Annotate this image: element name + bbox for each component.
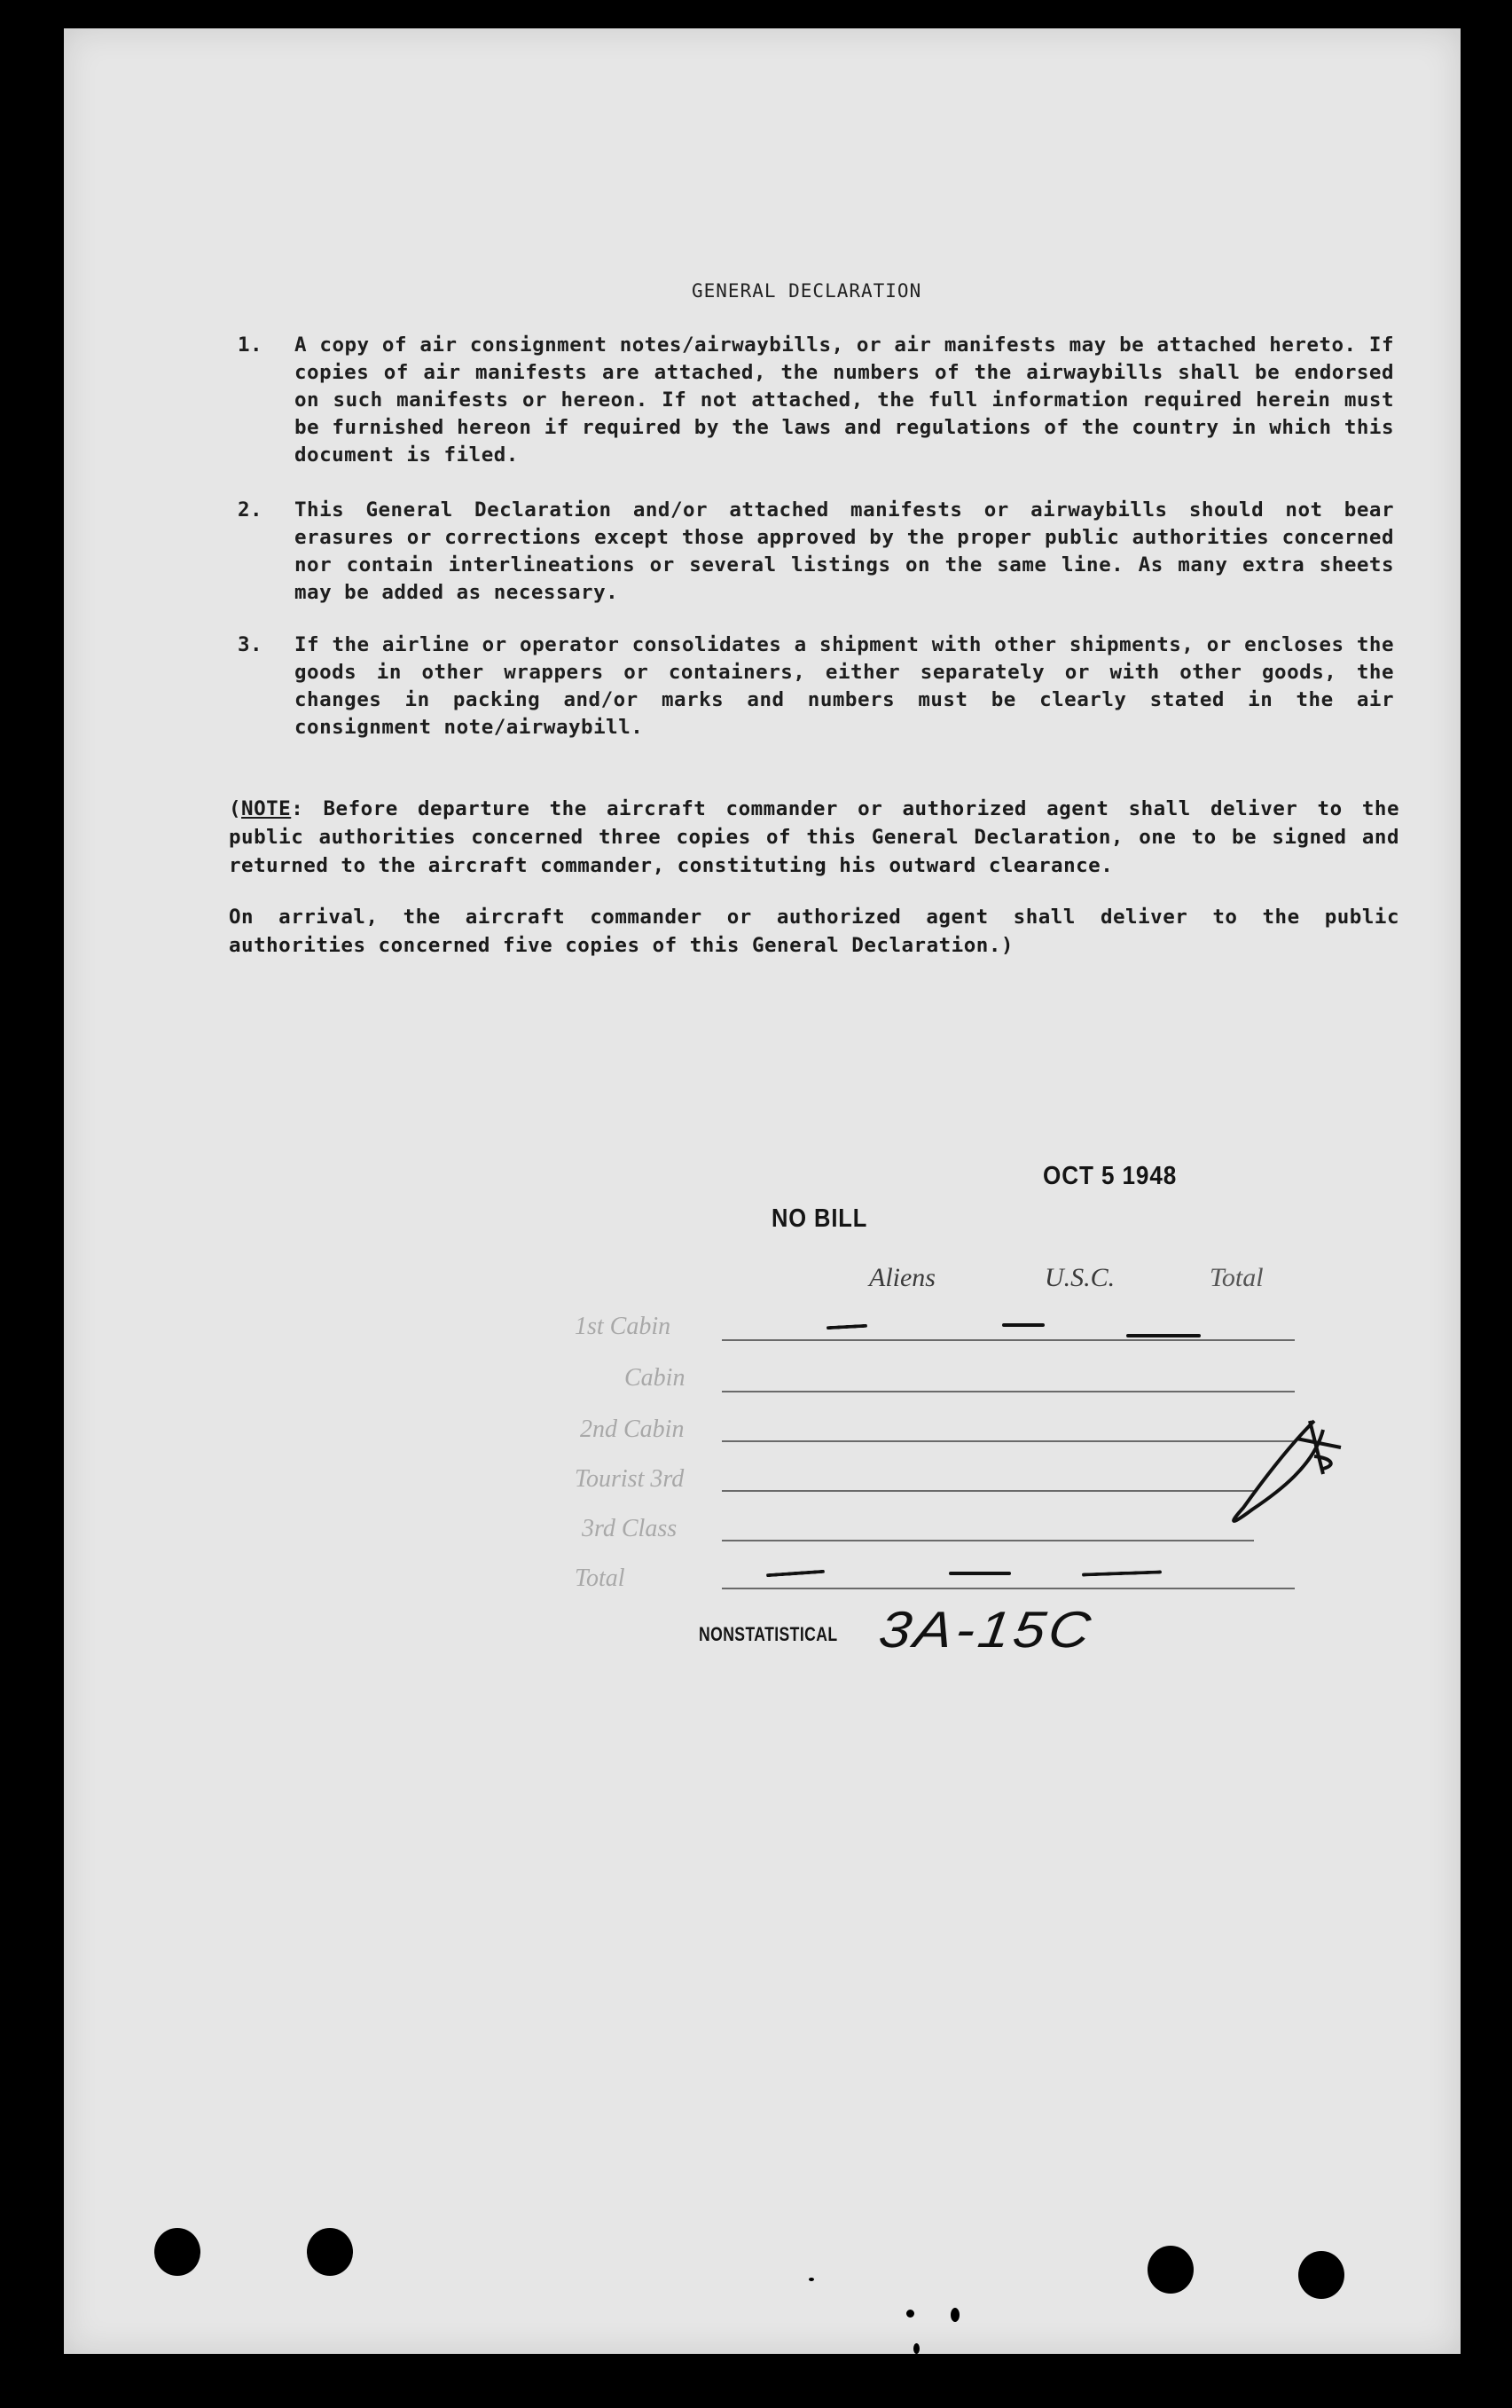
row-label-total: Total <box>575 1565 625 1592</box>
speck <box>906 2310 914 2318</box>
punch-hole <box>154 2228 200 2276</box>
document-page <box>64 28 1461 2354</box>
row-label-1st-cabin: 1st Cabin <box>575 1313 671 1340</box>
row-rule <box>722 1540 1254 1541</box>
row-label-2nd-cabin: 2nd Cabin <box>580 1416 685 1443</box>
punch-hole <box>1148 2246 1194 2294</box>
speck <box>809 2278 814 2281</box>
dash-mark <box>1126 1334 1201 1337</box>
row-rule <box>722 1588 1295 1589</box>
row-rule <box>722 1339 1295 1341</box>
nonstatistical-stamp: NONSTATISTICAL <box>699 1623 838 1645</box>
handwritten-code: 3A-15C <box>875 1600 1098 1659</box>
dash-mark <box>827 1324 867 1329</box>
column-header-total: Total <box>1210 1263 1264 1292</box>
date-stamp: OCT 5 1948 <box>1043 1162 1178 1190</box>
note-open-paren: ( <box>229 797 242 820</box>
item-text: A copy of air consignment notes/airwaybills, or air manifests may be attached hereto. If copies of air manifests are attached, the numbers of the airwaybills shall be endorsed on such manifests or hereon. If not attached, the full information required herein must be furnished hereon if required by the laws and regulations of the country in which this document is filed. <box>294 333 1394 467</box>
row-label-3rd-class: 3rd Class <box>582 1515 678 1542</box>
item-number: 1. <box>238 333 263 357</box>
dash-mark <box>1002 1323 1045 1327</box>
speck <box>951 2308 960 2322</box>
row-label-tourist-3rd: Tourist 3rd <box>575 1465 685 1493</box>
dash-mark <box>1082 1570 1162 1576</box>
column-header-usc: U.S.C. <box>1045 1263 1116 1292</box>
speck <box>913 2343 920 2354</box>
initials-scribble <box>1190 1394 1350 1536</box>
note-arrival: On arrival, the aircraft commander or authorized agent shall deliver to the public authorities concerned five copies of this General Declaration.) <box>229 906 1399 957</box>
punch-hole <box>1298 2251 1344 2299</box>
row-rule <box>722 1490 1254 1492</box>
row-rule <box>722 1391 1295 1392</box>
item-text: This General Declaration and/or attached manifests or airwaybills should not bear erasures or corrections except those approved by the proper public authorities concerned nor contain interlineations or several listings on the same line. As many extra sheets may be added as necessary. <box>294 498 1394 604</box>
dash-mark <box>766 1570 825 1578</box>
dash-mark <box>949 1572 1011 1575</box>
note-keyword: NOTE <box>241 797 292 820</box>
document-title: GENERAL DECLARATION <box>692 280 922 302</box>
note-departure <box>229 795 1399 880</box>
note-departure-text: : Before departure the aircraft commander or authorized agent shall deliver to the public authorities concerned three copies of this General Declaration, one to be signed and returned to the aircraft commander, constituting his outward clearance. <box>229 797 1399 877</box>
punch-hole <box>307 2228 353 2276</box>
item-number: 2. <box>238 498 263 522</box>
row-label-cabin: Cabin <box>624 1364 685 1392</box>
item-text: If the airline or operator consolidates a shipment with other shipments, or encloses the goods in other wrappers or containers, either separately or with other goods, the changes in packing and/or marks and numbers must be clearly stated in the air consignment note/airwaybill. <box>294 633 1394 739</box>
column-header-aliens: Aliens <box>869 1263 936 1292</box>
item-number: 3. <box>238 633 263 656</box>
no-bill-stamp: NO BILL <box>772 1204 868 1233</box>
